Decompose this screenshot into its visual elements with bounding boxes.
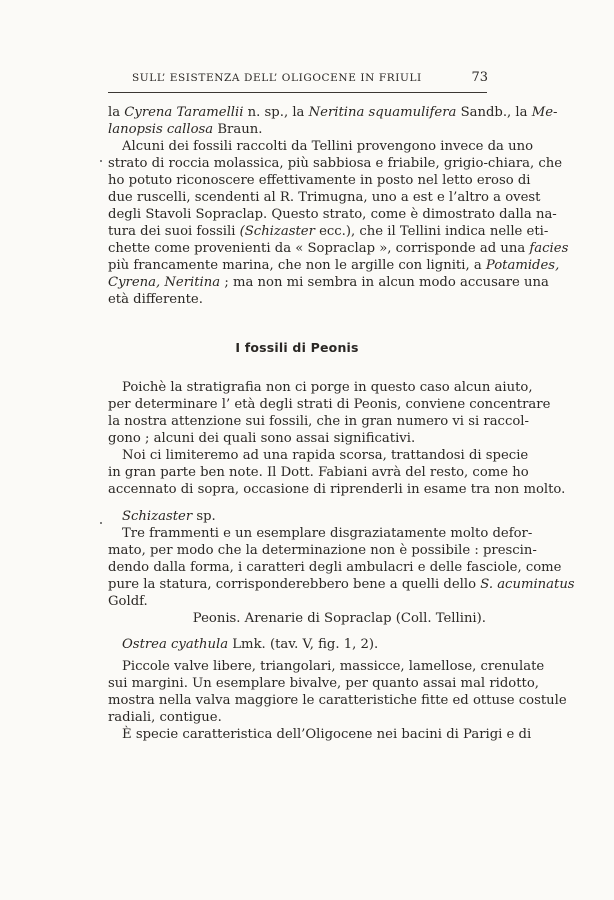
text-line: È specie caratteristica dell’Oligocene nei bacini di Parigi e di xyxy=(122,727,532,742)
species-title: Ostrea cyathula Lmk. (tav. V, fig. 1, 2). xyxy=(122,637,379,652)
text-line: mato, per modo che la determinazione non è possibile : prescin- xyxy=(108,543,537,558)
text-line: la Cyrena Taramellii n. sp., la Neritina squamulifera Sandb., la Me- xyxy=(108,105,558,120)
text-line: Tre frammenti e un esemplare disgraziatamente molto defor- xyxy=(122,526,533,541)
ink-speck xyxy=(100,522,102,524)
locality-line: Peonis. Arenarie di Sopraclap (Coll. Tellini). xyxy=(192,611,486,626)
text-line: chette come provenienti da « Sopraclap », corrisponde ad una facies xyxy=(108,241,569,256)
text-line: Alcuni dei fossili raccolti da Tellini provengono invece da uno xyxy=(122,139,534,154)
text-line: dendo dalla forma, i caratteri degli ambulacri e delle fasciole, come xyxy=(108,560,562,575)
text-line: Noi ci limiteremo ad una rapida scorsa, trattandosi di specie xyxy=(122,448,529,463)
text-line: radiali, contigue. xyxy=(108,710,222,725)
running-title: SULL’ ESISTENZA DELL’ OLIGOCENE IN FRIULI xyxy=(132,72,422,84)
section-heading: I fossili di Peonis xyxy=(235,340,359,355)
text-line: più francamente marina, che non le argille con ligniti, a Potamides, xyxy=(108,258,560,273)
page-number: 73 xyxy=(471,70,488,85)
running-head xyxy=(108,72,488,88)
species-title: Schizaster sp. xyxy=(122,509,216,524)
text-line: mostra nella valva maggiore le caratteristiche fitte ed ottuse costule xyxy=(108,693,567,708)
text-line: Piccole valve libere, triangolari, massicce, lamellose, crenulate xyxy=(122,659,545,674)
text-line: ho potuto riconoscere effettivamente in posto nel letto eroso di xyxy=(108,173,531,188)
text-line: pure la statura, corrisponderebbero bene a quelli dello S. acuminatus xyxy=(108,577,575,592)
ink-speck xyxy=(100,160,102,162)
text-line: in gran parte ben note. Il Dott. Fabiani avrà del resto, come ho xyxy=(108,465,529,480)
text-line: Goldf. xyxy=(108,594,148,609)
text-line: gono ; alcuni dei quali sono assai significativi. xyxy=(108,431,416,446)
text-line: degli Stavoli Sopraclap. Questo strato, come è dimostrato dalla na- xyxy=(108,207,557,222)
text-line: strato di roccia molassica, più sabbiosa e friabile, grigio-chiara, che xyxy=(108,156,563,171)
text-line: Poichè la stratigrafia non ci porge in questo caso alcun aiuto, xyxy=(122,380,533,395)
text-line: per determinare l’ età degli strati di Peonis, conviene concentrare xyxy=(108,397,551,412)
text-line: età differente. xyxy=(108,292,203,307)
text-line: Cyrena, Neritina ; ma non mi sembra in alcun modo accusare una xyxy=(108,275,549,290)
text-line: accennato di sopra, occasione di riprenderli in esame tra non molto. xyxy=(108,482,566,497)
text-line: la nostra attenzione sui fossili, che in gran numero vi si raccol- xyxy=(108,414,529,429)
text-line: tura dei suoi fossili (Schizaster ecc.), che il Tellini indica nelle eti- xyxy=(108,224,549,239)
text-line: lanopsis callosa Braun. xyxy=(108,122,263,137)
header-rule xyxy=(108,92,487,93)
text-line: sui margini. Un esemplare bivalve, per quanto assai mal ridotto, xyxy=(108,676,539,691)
text-line: due ruscelli, scendenti al R. Trimugna, uno a est e l’altro a ovest xyxy=(108,190,541,205)
